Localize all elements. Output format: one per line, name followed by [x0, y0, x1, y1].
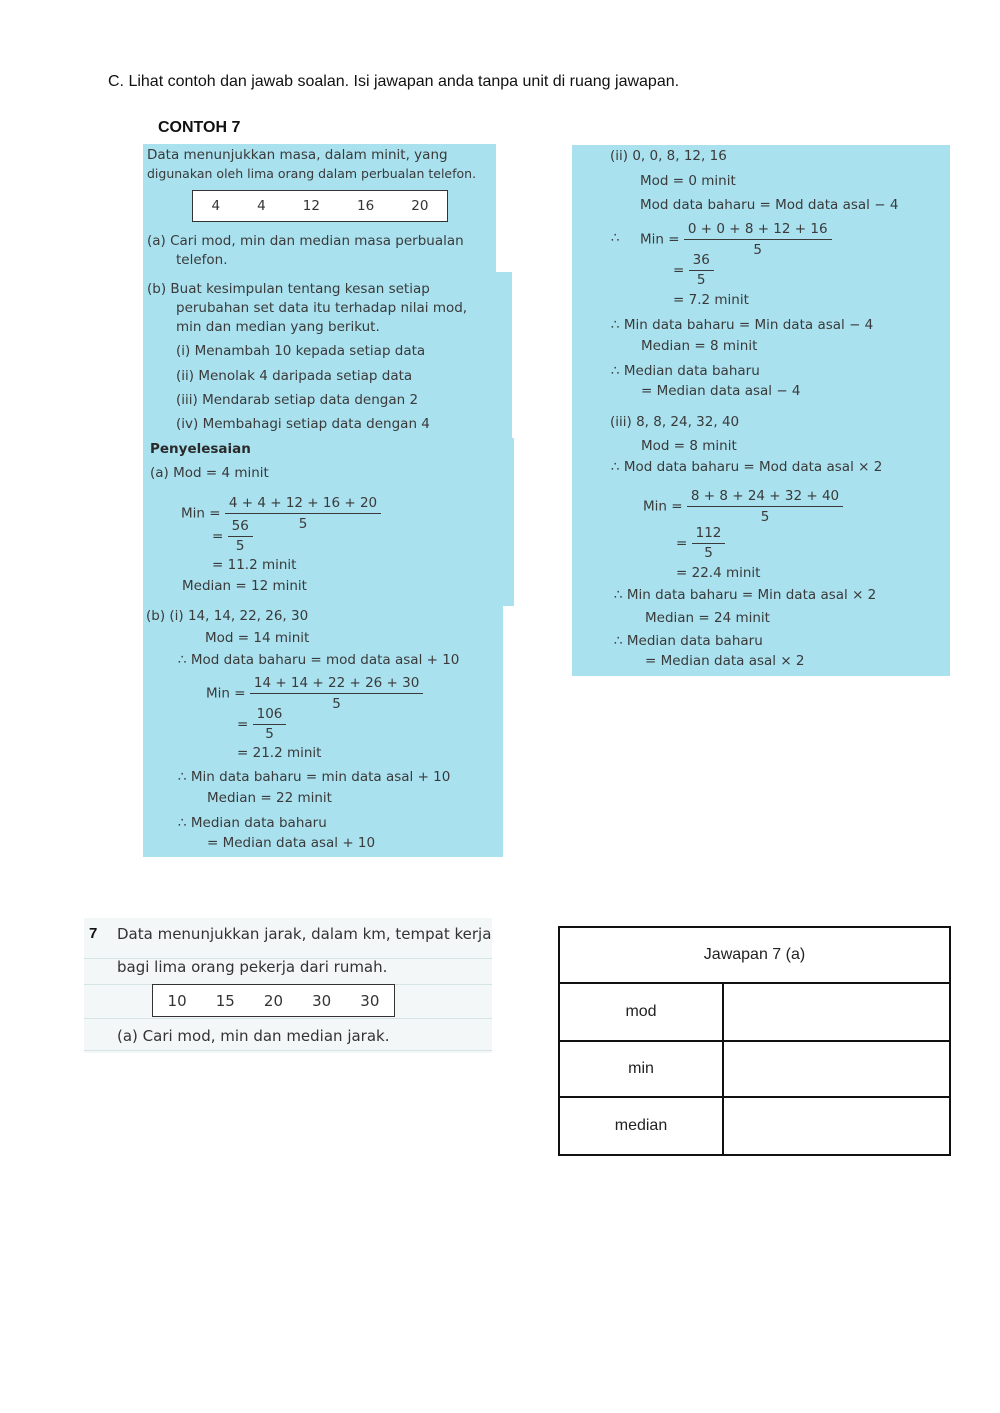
equals-sign: = — [673, 262, 685, 279]
data-value: 30 — [360, 991, 380, 1010]
min-label: Min = — [206, 685, 246, 702]
question-b-item-ii: (ii) Menolak 4 daripada setiap data — [176, 368, 413, 384]
fraction — [689, 252, 714, 289]
solution-iii-median-conclusion: ∴ Median data baharu — [614, 633, 763, 649]
data-value: 20 — [411, 198, 429, 214]
data-value: 30 — [312, 991, 332, 1010]
example-intro-line-2: digunakan oleh lima orang dalam perbualan telefon. — [147, 166, 477, 181]
denominator: 5 — [298, 516, 308, 532]
numerator: 8 + 8 + 24 + 32 + 40 — [687, 487, 843, 507]
min-label: Min = — [181, 505, 221, 522]
solution-ii-mod: Mod = 0 minit — [640, 173, 736, 189]
solution-title: Penyelesaian — [150, 441, 251, 457]
question-b-item-i: (i) Menambah 10 kepada setiap data — [176, 343, 426, 359]
answer-label-median: median — [559, 1097, 723, 1155]
min-label: Min = — [640, 231, 680, 248]
numerator: 112 — [692, 525, 726, 544]
fraction — [228, 518, 253, 555]
solution-ii-median-conclusion: ∴ Median data baharu — [611, 363, 760, 379]
data-value: 4 — [211, 198, 221, 214]
data-value: 15 — [215, 991, 235, 1010]
answer-table-header: Jawapan 7 (a) — [559, 927, 950, 983]
answer-table — [558, 926, 951, 1156]
question-a-line-1: (a) Cari mod, min dan median masa perbualan — [147, 233, 464, 249]
answer-table-header-row — [559, 927, 950, 983]
solution-iii-min-formula — [643, 487, 843, 526]
question-b-item-iii: (iii) Mendarab setiap data dengan 2 — [176, 392, 419, 408]
solution-b-min-conclusion: ∴ Min data baharu = min data asal + 10 — [178, 769, 451, 785]
numerator: 4 + 4 + 12 + 16 + 20 — [225, 494, 381, 514]
answer-input-min[interactable] — [723, 1041, 950, 1097]
question-a-line-2: telefon. — [176, 252, 228, 268]
solution-ii-min-result: = 7.2 minit — [673, 292, 749, 308]
answer-row-min — [559, 1041, 950, 1097]
question-7-part-a: (a) Cari mod, min dan median jarak. — [117, 1027, 390, 1045]
question-number: 7 — [89, 925, 98, 942]
solution-iii-median-conclusion-2: = Median data asal × 2 — [645, 653, 805, 669]
denominator: 5 — [696, 272, 706, 288]
answer-input-mod[interactable] — [723, 983, 950, 1041]
denominator: 5 — [265, 726, 274, 742]
solution-b-min-result: = 21.2 minit — [237, 745, 322, 761]
solution-ii-median: Median = 8 minit — [641, 338, 758, 354]
answer-label-min: min — [559, 1041, 723, 1097]
question-b-item-iv: (iv) Membahagi setiap data dengan 4 — [176, 416, 430, 432]
example-intro-line-1: Data menunjukkan masa, dalam minit, yang — [147, 147, 448, 163]
solution-ii-min-step — [673, 252, 714, 289]
example-title: CONTOH 7 — [158, 119, 241, 136]
solution-iii-median: Median = 24 minit — [645, 610, 770, 626]
numerator: 14 + 14 + 22 + 26 + 30 — [250, 674, 423, 694]
answer-row-mod — [559, 983, 950, 1041]
fraction — [253, 706, 287, 743]
solution-b-min-step — [237, 706, 286, 743]
data-value: 10 — [167, 991, 187, 1010]
solution-ii-median-conclusion-2: = Median data asal − 4 — [641, 383, 801, 399]
divider-line — [84, 1018, 492, 1019]
solution-a-min-step — [212, 518, 253, 555]
solution-iii-mod: Mod = 8 minit — [641, 438, 737, 454]
solution-iii-min-result: = 22.4 minit — [676, 565, 761, 581]
equals-sign: = — [212, 528, 224, 545]
solution-iii-mod-conclusion: ∴ Mod data baharu = Mod data asal × 2 — [611, 459, 883, 475]
therefore-symbol: ∴ — [611, 230, 620, 246]
question-7-data-box — [152, 984, 395, 1017]
data-value: 20 — [263, 991, 284, 1010]
solution-iii-min-step — [676, 525, 725, 562]
example-data-box — [192, 190, 448, 222]
numerator: 36 — [689, 252, 714, 271]
question-b-line-3: min dan median yang berikut. — [176, 319, 380, 335]
solution-ii-data: (ii) 0, 0, 8, 12, 16 — [610, 148, 727, 164]
denominator: 5 — [760, 509, 770, 525]
divider-line — [84, 1050, 492, 1051]
solution-b-mod-conclusion: ∴ Mod data baharu = mod data asal + 10 — [178, 652, 460, 668]
question-b-line-2: perubahan set data itu terhadap nilai mod, — [176, 300, 468, 316]
fraction — [692, 525, 726, 562]
numerator: 106 — [253, 706, 287, 725]
solution-ii-min-formula — [640, 220, 832, 259]
instruction-text: C. Lihat contoh dan jawab soalan. Isi jawapan anda tanpa unit di ruang jawapan. — [108, 73, 680, 90]
min-label: Min = — [643, 498, 683, 515]
solution-b-median: Median = 22 minit — [207, 790, 332, 806]
answer-row-median — [559, 1097, 950, 1155]
data-value: 16 — [357, 198, 375, 214]
data-value: 12 — [302, 198, 320, 214]
denominator: 5 — [753, 242, 762, 258]
numerator: 56 — [228, 518, 253, 537]
numerator: 0 + 0 + 8 + 12 + 16 — [684, 220, 832, 240]
denominator: 5 — [704, 545, 713, 561]
solution-ii-min-conclusion: ∴ Min data baharu = Min data asal − 4 — [611, 317, 874, 333]
solution-b-mod: Mod = 14 minit — [205, 630, 310, 646]
solution-b-median-conclusion-2: = Median data asal + 10 — [207, 835, 376, 851]
question-b-line-1: (b) Buat kesimpulan tentang kesan setiap — [147, 281, 430, 297]
solution-a-mod: (a) Mod = 4 minit — [150, 465, 269, 481]
data-value: 4 — [257, 198, 266, 214]
equals-sign: = — [676, 535, 688, 552]
solution-a-min-result: = 11.2 minit — [212, 557, 297, 573]
question-7-text-line-1: Data menunjukkan jarak, dalam km, tempat kerja — [117, 925, 492, 943]
equals-sign: = — [237, 716, 249, 733]
denominator: 5 — [332, 696, 341, 712]
solution-a-median: Median = 12 minit — [182, 578, 307, 594]
answer-input-median[interactable] — [723, 1097, 950, 1155]
solution-b-median-conclusion: ∴ Median data baharu — [178, 815, 327, 831]
fraction — [687, 487, 843, 526]
question-7-text-line-2: bagi lima orang pekerja dari rumah. — [117, 958, 388, 976]
denominator: 5 — [235, 538, 245, 554]
answer-label-mod: mod — [559, 983, 723, 1041]
solution-iii-data: (iii) 8, 8, 24, 32, 40 — [610, 414, 740, 430]
question-7-panel — [84, 918, 492, 1053]
solution-b-data: (b) (i) 14, 14, 22, 26, 30 — [146, 608, 309, 624]
solution-ii-mod-conclusion: Mod data baharu = Mod data asal − 4 — [640, 197, 899, 213]
solution-iii-min-conclusion: ∴ Min data baharu = Min data asal × 2 — [614, 587, 877, 603]
